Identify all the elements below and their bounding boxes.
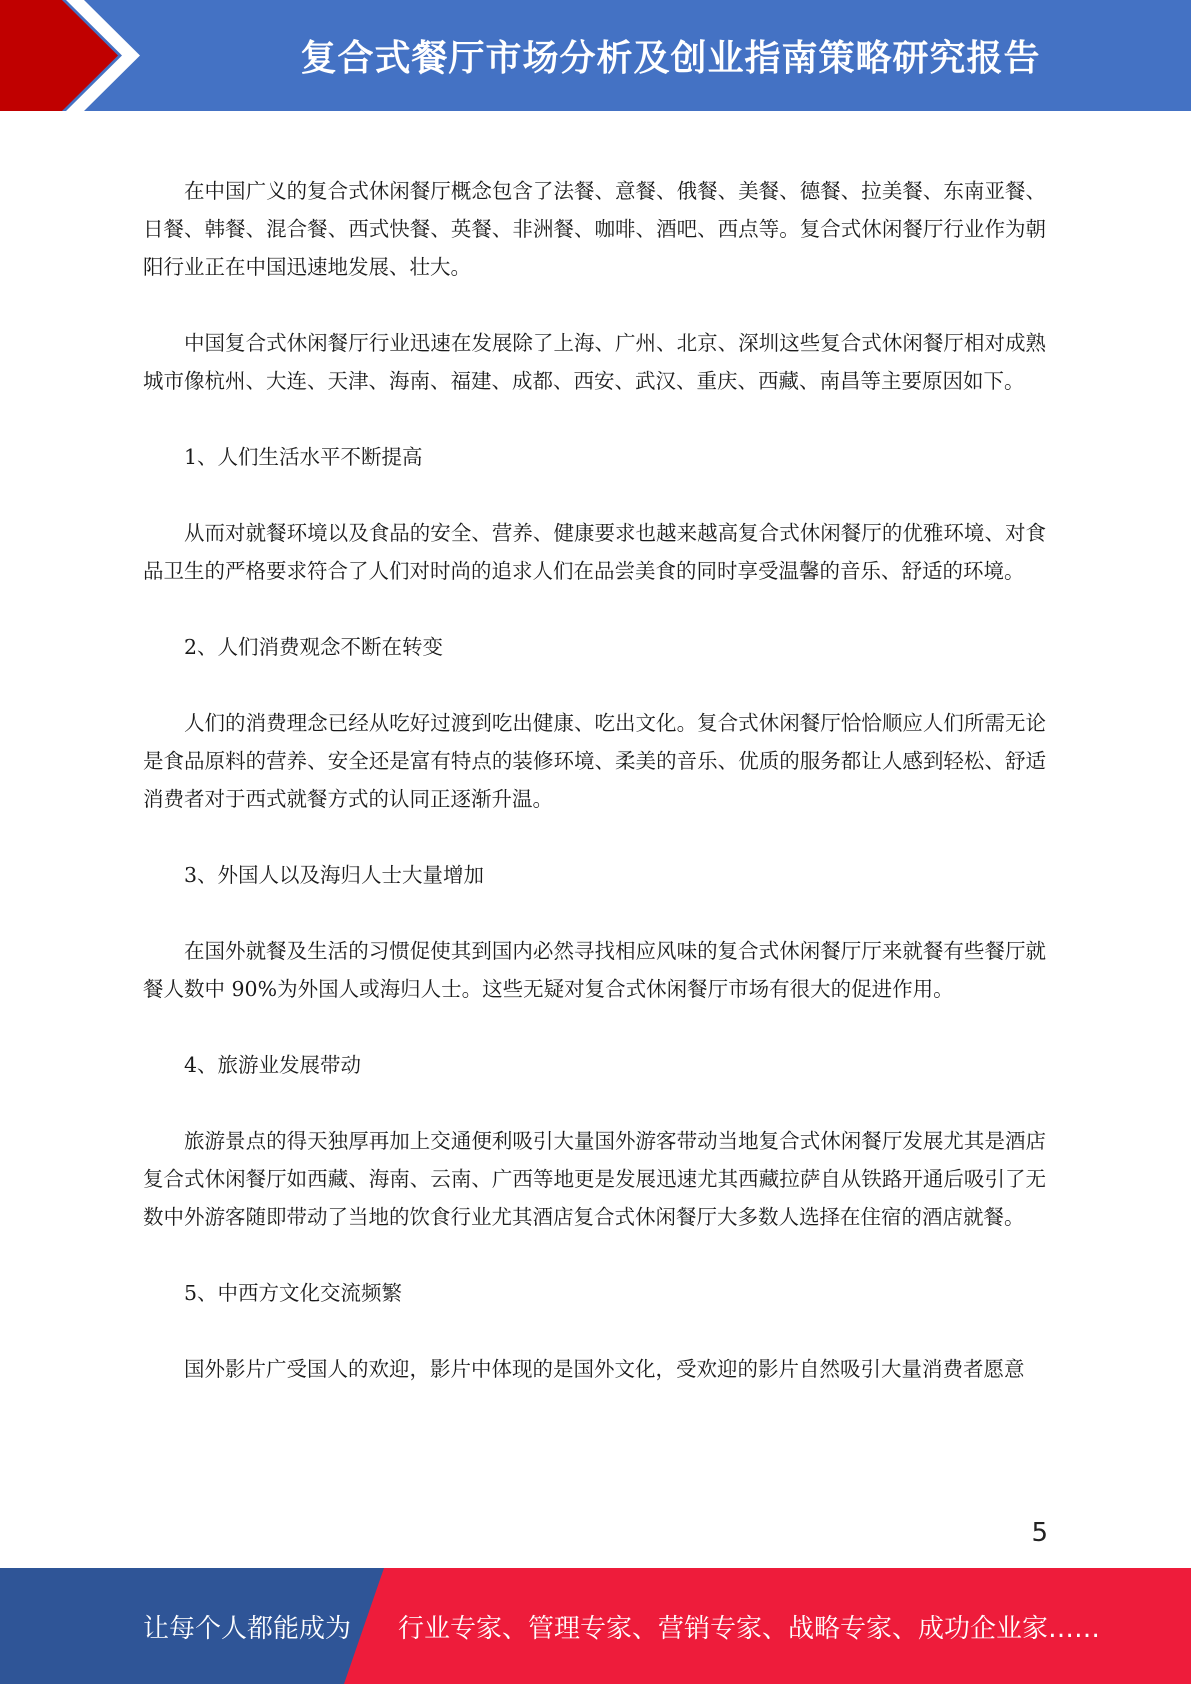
section-heading: 4、旅游业发展带动	[184, 1053, 362, 1077]
header-chevron-graphic	[0, 0, 160, 111]
section-heading: 5、中西方文化交流频繁	[184, 1281, 403, 1305]
paragraph: 中国复合式休闲餐厅行业迅速在发展除了上海、广州、北京、深圳这些复合式休闲餐厅相对成熟城市像杭州、大连、天津、海南、福建、成都、西安、武汉、重庆、西藏、南昌等主要原因如下。	[143, 331, 1046, 393]
section-heading: 3、外国人以及海归人士大量增加	[184, 863, 485, 887]
document-body	[143, 172, 1046, 1426]
paragraph: 旅游景点的得天独厚再加上交通便利吸引大量国外游客带动当地复合式休闲餐厅发展尤其是酒店复合式休闲餐厅如西藏、海南、云南、广西等地更是发展迅速尤其西藏拉萨自从铁路开通后吸引了无数中外游客随即带动了当地的饮食行业尤其酒店复合式休闲餐厅大多数人选择在住宿的酒店就餐。	[143, 1129, 1046, 1229]
footer-slogan-right: 行业专家、管理专家、营销专家、战略专家、成功企业家……	[398, 1613, 1101, 1644]
footer-slogan-left: 让每个人都能成为	[143, 1613, 352, 1644]
paragraph: 从而对就餐环境以及食品的安全、营养、健康要求也越来越高复合式休闲餐厅的优雅环境、对食品卫生的严格要求符合了人们对时尚的追求人们在品尝美食的同时享受温馨的音乐、舒适的环境。	[143, 521, 1046, 583]
section-heading: 1、人们生活水平不断提高	[184, 445, 423, 469]
paragraph: 在中国广义的复合式休闲餐厅概念包含了法餐、意餐、俄餐、美餐、德餐、拉美餐、东南亚餐、日餐、韩餐、混合餐、西式快餐、英餐、非洲餐、咖啡、酒吧、西点等。复合式休闲餐厅行业作为朝阳行业正在中国迅速地发展、壮大。	[143, 179, 1046, 279]
report-title: 复合式餐厅市场分析及创业指南策略研究报告	[300, 38, 1041, 79]
section-heading: 2、人们消费观念不断在转变	[184, 635, 444, 659]
paragraph: 人们的消费理念已经从吃好过渡到吃出健康、吃出文化。复合式休闲餐厅恰恰顺应人们所需无论是食品原料的营养、安全还是富有特点的装修环境、柔美的音乐、优质的服务都让人感到轻松、舒适消费者对于西式就餐方式的认同正逐渐升温。	[143, 711, 1046, 811]
page-number: 5	[1031, 1518, 1048, 1548]
page-header	[0, 0, 1191, 111]
page-footer	[0, 1568, 1191, 1684]
paragraph: 在国外就餐及生活的习惯促使其到国内必然寻找相应风味的复合式休闲餐厅厅来就餐有些餐厅就餐人数中 90%为外国人或海归人士。这些无疑对复合式休闲餐厅市场有很大的促进作用。	[143, 939, 1046, 1001]
paragraph: 国外影片广受国人的欢迎，影片中体现的是国外文化，受欢迎的影片自然吸引大量消费者愿意	[184, 1357, 1025, 1381]
